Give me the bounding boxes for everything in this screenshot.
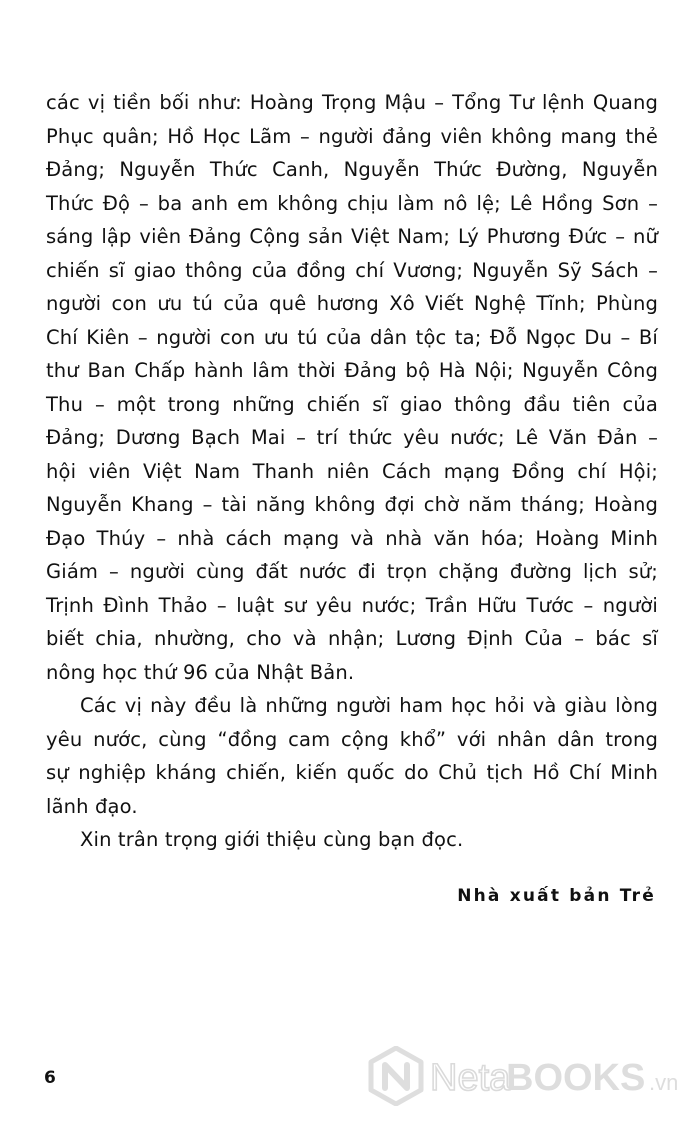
publisher-signature: Nhà xuất bản Trẻ <box>457 886 656 906</box>
text-line: Phục quân; Hồ Học Lãm – người đảng viên không mang thẻ <box>46 124 658 148</box>
watermark-svg <box>366 1046 688 1106</box>
text-line: chiến sĩ giao thông của đồng chí Vương; Nguyễn Sỹ Sách – <box>46 258 658 282</box>
text-line: Đạo Thúy – nhà cách mạng và nhà văn hóa; Hoàng Minh <box>46 526 658 550</box>
text-line: Đảng; Dương Bạch Mai – trí thức yêu nước; Lê Văn Đản – <box>46 426 658 449</box>
body-text <box>46 86 658 857</box>
text-line: thư Ban Chấp hành lâm thời Đảng bộ Hà Nội; Nguyễn Công <box>46 359 658 382</box>
watermark-brand-light: Neta <box>430 1057 511 1099</box>
text-line: hội viên Việt Nam Thanh niên Cách mạng Đồng chí Hội; <box>46 459 658 483</box>
text-line: người con ưu tú của quê hương Xô Viết Nghệ Tĩnh; Phùng <box>46 292 658 315</box>
text-line: biết chia, nhường, cho và nhận; Lương Định Của – bác sĩ <box>46 627 658 650</box>
text-line: nông học thứ 96 của Nhật Bản. <box>46 660 355 684</box>
watermark-suffix: .vn <box>649 1070 679 1095</box>
text-line: Các vị này đều là những người ham học hỏi và giàu lòng <box>80 694 658 717</box>
page-number: 6 <box>44 1068 56 1088</box>
netabooks-watermark <box>366 1046 688 1106</box>
text-line: Chí Kiên – người con ưu tú của dân tộc ta; Đỗ Ngọc Du – Bí <box>46 325 658 349</box>
text-line: sáng lập viên Đảng Cộng sản Việt Nam; Lý Phương Đức – nữ <box>46 225 658 248</box>
text-line: sự nghiệp kháng chiến, kiến quốc do Chủ tịch Hồ Chí Minh <box>46 761 658 784</box>
text-line: Nguyễn Khang – tài năng không đợi chờ năm tháng; Hoàng <box>46 493 658 516</box>
paragraph-3 <box>46 823 658 857</box>
paragraph-2 <box>46 689 658 823</box>
text-line: Xin trân trọng giới thiệu cùng bạn đọc. <box>80 828 464 851</box>
text-line: các vị tiền bối như: Hoàng Trọng Mậu – Tổng Tư lệnh Quang <box>46 91 658 114</box>
paragraph-1 <box>46 86 658 689</box>
text-line: Giám – người cùng đất nước đi trọn chặng đường lịch sử; <box>46 560 658 583</box>
text-line: Trịnh Đình Thảo – luật sư yêu nước; Trần Hữu Tước – người <box>46 593 658 617</box>
text-line: Thu – một trong những chiến sĩ giao thông đầu tiên của <box>46 392 658 416</box>
text-line: Đảng; Nguyễn Thức Canh, Nguyễn Thức Đường, Nguyễn <box>46 158 658 181</box>
netabooks-logo-icon <box>371 1048 421 1104</box>
text-line: lãnh đạo. <box>46 794 138 818</box>
text-line: Thức Độ – ba anh em không chịu làm nô lệ; Lê Hồng Sơn – <box>46 191 658 215</box>
text-line: yêu nước, cùng “đồng cam cộng khổ” với nhân dân trong <box>46 727 658 751</box>
watermark-brand-dark: BOOKS <box>506 1057 646 1099</box>
